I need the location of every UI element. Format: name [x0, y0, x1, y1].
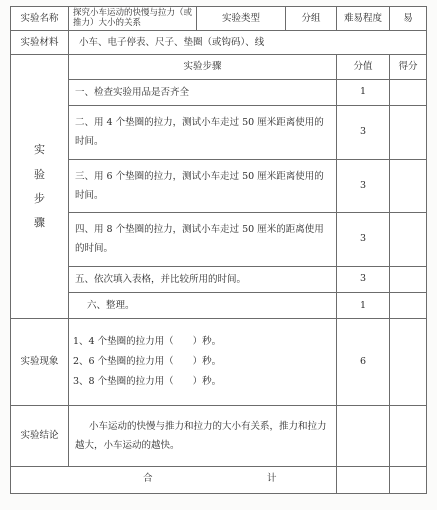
conclusion-text: 小车运动的快慢与推力和拉力的大小有关系，推力和拉力越大，小车运动的越快。 — [69, 406, 337, 467]
header-row — [11, 7, 427, 31]
step-text: 五、依次填入表格，并比较所用的时间。 — [69, 266, 337, 292]
step-score: 3 — [337, 213, 390, 267]
phenomena-row — [11, 319, 427, 406]
step-earned — [390, 105, 427, 159]
step-score: 3 — [337, 105, 390, 159]
total-earned — [390, 466, 427, 493]
step-earned — [390, 266, 427, 292]
conclusion-row — [11, 406, 427, 467]
conclusion-score — [337, 406, 390, 467]
step-text: 四、用 8 个垫圈的拉力，测试小车走过 50 厘米的距离使用的时间。 — [69, 213, 337, 267]
steps-column-header: 实验步骤 — [69, 55, 337, 79]
earned-column-header: 得分 — [390, 55, 427, 79]
step-text: 一、检查实验用品是否齐全 — [69, 79, 337, 105]
steps-row-label — [11, 55, 69, 319]
steps-label-char: 实 — [34, 143, 45, 157]
phenomena-score: 6 — [337, 319, 390, 406]
experiment-name-value: 探究小车运动的快慢与拉力（或推力）大小的关系 — [69, 7, 197, 31]
conclusion-earned — [390, 406, 427, 467]
phenomena-lines — [69, 319, 337, 406]
materials-label: 实验材料 — [11, 31, 69, 55]
step-row — [11, 105, 427, 159]
step-text: 六、整理。 — [69, 292, 337, 318]
step-row — [11, 266, 427, 292]
step-row — [11, 79, 427, 105]
experiment-name-label: 实验名称 — [11, 7, 69, 31]
total-label-right: 计 — [267, 472, 277, 484]
phenomena-line: 3、8 个垫圈的拉力用（ ）秒。 — [73, 376, 222, 388]
phenomena-label: 实验现象 — [11, 319, 69, 406]
total-score — [337, 466, 390, 493]
total-label-cell — [11, 466, 337, 493]
step-row — [11, 213, 427, 267]
steps-label-char: 验 — [34, 167, 45, 181]
step-earned — [390, 292, 427, 318]
step-text: 二、用 4 个垫圈的拉力，测试小车走过 50 厘米距离使用的时间。 — [69, 105, 337, 159]
step-row — [11, 159, 427, 213]
conclusion-label: 实验结论 — [11, 406, 69, 467]
total-label-left: 合 — [143, 472, 153, 484]
step-score: 3 — [337, 266, 390, 292]
steps-header-row — [11, 55, 427, 79]
experiment-score-sheet — [10, 6, 427, 494]
step-score: 1 — [337, 292, 390, 318]
materials-value: 小车、电子停表、尺子、垫圈（或钩码）、线 — [69, 31, 427, 55]
step-score: 1 — [337, 79, 390, 105]
step-earned — [390, 213, 427, 267]
total-row — [11, 466, 427, 493]
steps-label-char: 骤 — [34, 215, 45, 229]
step-text: 三、用 6 个垫圈的拉力，测试小车走过 50 厘米距离使用的时间。 — [69, 159, 337, 213]
step-earned — [390, 79, 427, 105]
step-row — [11, 292, 427, 318]
experiment-type-value: 分组 — [286, 7, 337, 31]
step-earned — [390, 159, 427, 213]
phenomena-line: 1、4 个垫圈的拉力用（ ）秒。 — [73, 336, 222, 348]
steps-label-char: 步 — [34, 191, 45, 205]
step-score: 3 — [337, 159, 390, 213]
score-column-header: 分值 — [337, 55, 390, 79]
phenomena-line: 2、6 个垫圈的拉力用（ ）秒。 — [73, 356, 222, 368]
difficulty-value: 易 — [390, 7, 427, 31]
materials-row — [11, 31, 427, 55]
experiment-type-label: 实验类型 — [197, 7, 286, 31]
difficulty-label: 难易程度 — [337, 7, 390, 31]
phenomena-earned — [390, 319, 427, 406]
